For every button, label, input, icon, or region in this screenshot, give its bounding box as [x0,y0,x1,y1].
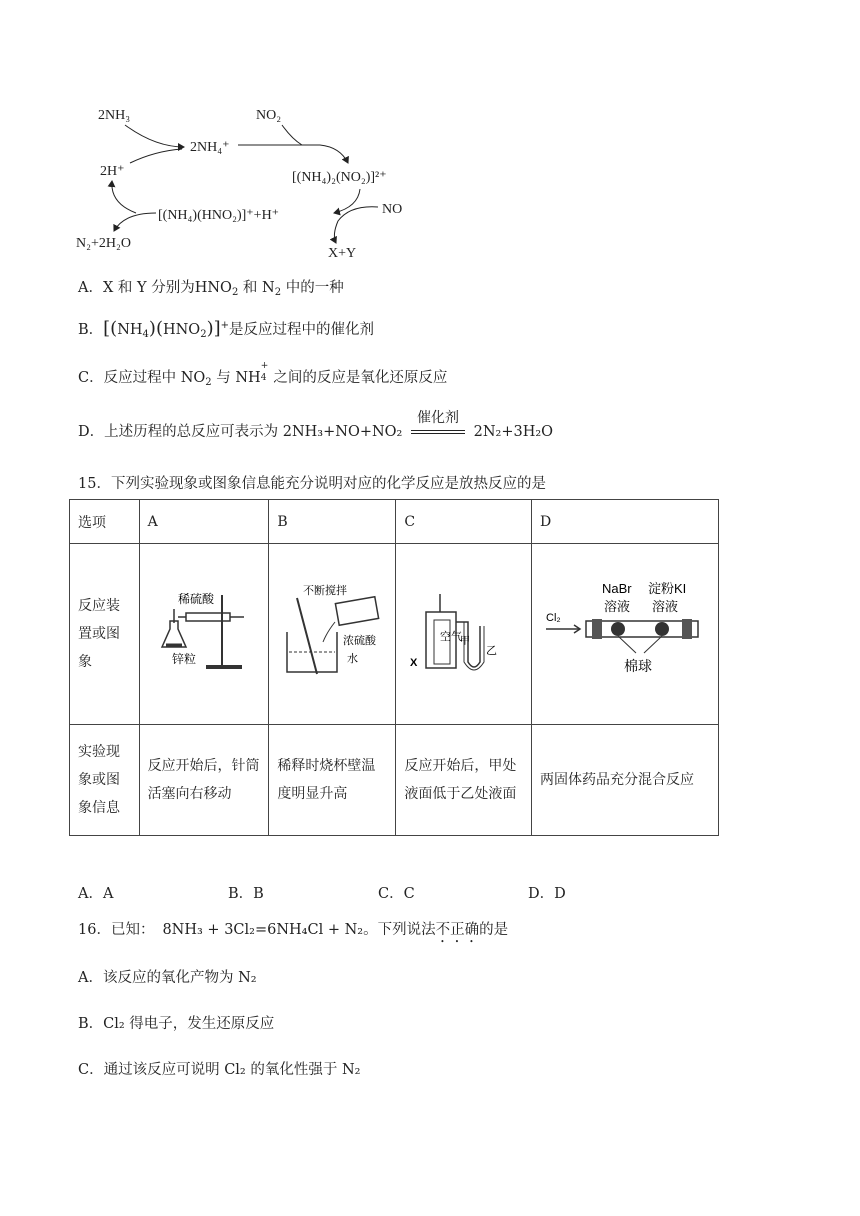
header-option: 选项 [70,500,140,544]
catalyst-equilibrium-sign: 催化剂 [411,421,465,443]
apparatus-a-syringe [148,587,258,677]
reaction-mechanism-diagram [70,95,430,265]
arrow-complex2-to-n2 [114,213,156,231]
q14-option-a: A．X 和 Y 分别为$HNO_2$ 和 $N_2$ 中的一种 [78,280,344,298]
arrow-complex2-to-h [112,181,136,213]
svg-text:浓硫酸: 浓硫酸 [343,635,377,647]
node-2nh3: 2NH₃ [98,108,131,123]
svg-text:棉球: 棉球 [624,658,652,674]
row-label-device: 反应装置或图象 [70,544,140,725]
header-a: A [139,500,269,544]
q14-option-b: B．$[(NH_4)(HNO_2)]^+$是反应过程中的催化剂 [78,318,375,340]
svg-text:Cl₂: Cl₂ [546,612,561,624]
svg-text:溶液: 溶液 [604,599,631,614]
node-complex2: [(NH₄)(HNO₂)]⁺+H⁺ [158,208,280,223]
cell-observation-b: 稀释时烧杯壁温度明显升高 [269,725,396,836]
q16-stem: 16．已知： 8NH₃ + 3Cl₂=6NH₄Cl + N₂。下列说法不正确的是 [78,922,509,938]
svg-text:锌粒: 锌粒 [171,652,196,666]
node-n2-h2o: N₂+2H₂O [76,236,131,251]
emphasis-not-correct: 不正确 [435,922,480,938]
cell-device-b [269,544,396,725]
arrow-no-in [334,207,378,243]
cell-observation-a: 反应开始后，针筒活塞向右移动 [139,725,269,836]
svg-text:甲: 甲 [460,636,471,647]
q16-option-b: B．Cl₂ 得电子，发生还原反应 [78,1016,275,1032]
cell-device-a [139,544,269,725]
cell-observation-c: 反应开始后，甲处液面低于乙处液面 [396,725,532,836]
q15-answer-options [78,882,778,903]
table-row-device [70,544,719,725]
cell-observation-d: 两固体药品充分混合反应 [532,725,719,836]
apparatus-b-beaker [277,582,387,682]
apparatus-d-tube [540,577,710,687]
q16-equation: 8NH₃ + 3Cl₂=6NH₄Cl + N₂ [162,922,364,938]
arrow-complex1-to-complex2 [334,189,360,213]
header-d: D [532,500,719,544]
node-2h-plus: 2H⁺ [100,164,125,179]
svg-text:不断搅拌: 不断搅拌 [303,585,348,597]
answer-option-b: B．B [228,886,264,902]
svg-text:溶液: 溶液 [652,599,679,614]
answer-option-a: A．A [78,886,114,902]
svg-text:稀硫酸: 稀硫酸 [177,592,214,606]
table-header-row [70,500,719,544]
answer-option-d: D．D [528,886,566,902]
header-c: C [396,500,532,544]
svg-text:X: X [410,657,418,669]
cell-device-c [396,544,532,725]
node-x-y: X+Y [328,246,357,261]
node-no: NO [382,202,403,217]
q15-table [69,499,719,836]
row-label-observation: 实验现象或图象信息 [70,725,140,836]
arrow-no2-in [282,125,302,145]
q16-option-a: A．该反应的氧化产物为 N₂ [78,970,257,986]
svg-text:空气: 空气 [440,631,463,643]
node-2nh4: 2NH₄⁺ [190,140,230,155]
q14-option-d: D．上述历程的总反应可表示为 2NH₃+NO+NO₂ 催化剂 2N₂+3H₂O [78,420,553,443]
header-b: B [269,500,396,544]
q14-option-c: C．反应过程中 $NO_2$ 与 NH + 4 之间的反应是氧化还原反应 [78,361,448,388]
svg-text:NaBr: NaBr [602,581,632,596]
arrow-nh4-to-complex1 [238,145,348,163]
svg-text:水: 水 [347,653,359,665]
q16-option-c: C．通过该反应可说明 Cl₂ 的氧化性强于 N₂ [78,1062,361,1078]
table-row-observation [70,725,719,836]
cell-device-d [532,544,719,725]
arrow-nh3-to-nh4 [125,125,184,147]
node-no2: NO₂ [256,108,282,123]
svg-text:淀粉KI: 淀粉KI [648,581,687,596]
node-complex1: [(NH₄)₂(NO₂)]²⁺ [292,170,387,185]
svg-text:乙: 乙 [486,645,498,657]
arrow-h-to-nh4 [130,149,182,163]
apparatus-c-u-tube [404,582,514,682]
answer-option-c: C．C [378,886,415,902]
q15-stem: 15．下列实验现象或图象信息能充分说明对应的化学反应是放热反应的是 [78,476,546,492]
